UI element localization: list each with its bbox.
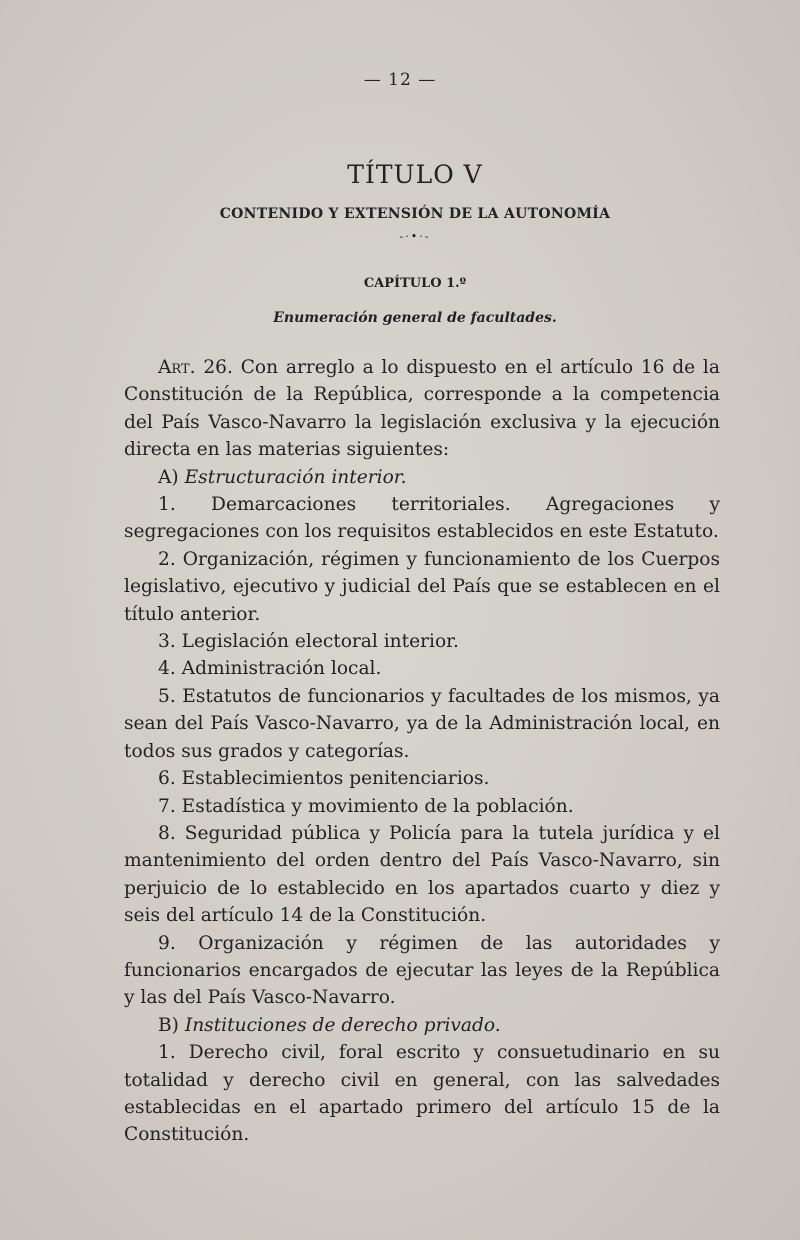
- article-label: Art. 26.: [158, 357, 233, 378]
- list-item: 1. Demarcaciones territoriales. Agregaciones y segregaciones con los requisitos establecidos en este Estatuto.: [124, 494, 720, 543]
- list-item: 4. Administración local.: [158, 658, 382, 680]
- list-item: 1. Derecho civil, foral escrito y consuetudinario en su totalidad y derecho civil en general, con las salvedades establecidas en el apartado primero del artículo 15 de la Constitución.: [124, 1042, 720, 1146]
- page-number: — 12 —: [363, 70, 437, 90]
- list-item: 2. Organización, régimen y funcionamiento de los Cuerpos legislativo, ejecutivo y judicial del País que se establecen en el título anterior.: [124, 548, 720, 625]
- title: TÍTULO V: [347, 160, 483, 189]
- ornament: -·•·-: [399, 230, 431, 243]
- list-item: 7. Estadística y movimiento de la población.: [158, 795, 574, 817]
- list-item: 9. Organización y régimen de las autoridades y funcionarios encargados de ejecutar las leyes de la República y las del País Vasco-Navarro.: [124, 932, 720, 1009]
- body-text: [124, 354, 720, 1149]
- section-a-heading: [124, 464, 720, 491]
- article-text: Con arreglo a lo dispuesto en el artículo 16 de la Constitución de la República, corresponde a la competencia del País Vasco-Navarro la legislación exclusiva y la ejecución directa en las materias siguientes:: [124, 357, 720, 461]
- chapter-subtitle: Enumeración general de facultades.: [273, 310, 557, 326]
- section-a-label: A): [158, 466, 179, 488]
- list-item: 3. Legislación electoral interior.: [158, 631, 459, 653]
- list-item: 6. Establecimientos penitenciarios.: [158, 768, 490, 790]
- chapter-heading: CAPÍTULO 1.º: [363, 276, 467, 291]
- section-a-title: Estructuración interior.: [184, 466, 407, 488]
- section-b-label: B): [158, 1014, 179, 1036]
- subtitle: CONTENIDO Y EXTENSIÓN DE LA AUTONOMÍA: [219, 206, 611, 222]
- section-b-heading: [124, 1012, 720, 1039]
- article-paragraph: [124, 354, 720, 464]
- list-item: 5. Estatutos de funcionarios y facultades de los mismos, ya sean del País Vasco-Navarro, ya de la Administración local, en todos sus grados y categorías.: [124, 685, 720, 762]
- section-b-title: Instituciones de derecho privado.: [184, 1014, 501, 1036]
- list-item: 8. Seguridad pública y Policía para la tutela jurídica y el mantenimiento del orden dentro del País Vasco-Navarro, sin perjuicio de lo establecido en los apartados cuarto y diez y seis del artículo 14 de la Constitución.: [124, 822, 720, 927]
